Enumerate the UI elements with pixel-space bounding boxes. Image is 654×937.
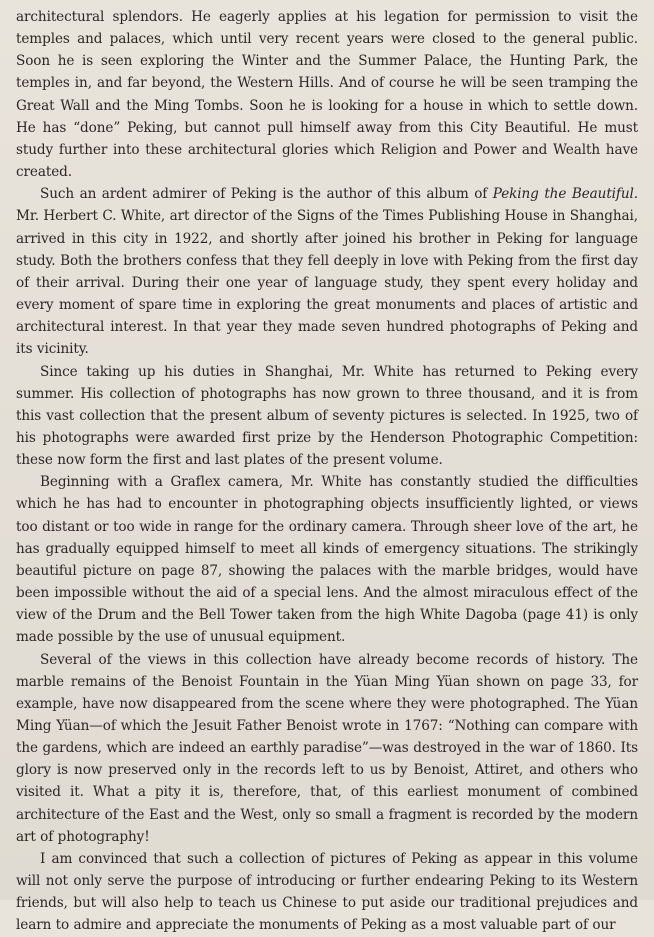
paragraph-3: Since taking up his duties in Shanghai, Mr. White has returned to Peking every summer. His collection of photographs has now grown to three thousand, and it is from this vast collection that the present album of seventy pictures is selected. In 1925, two of his photographs were awarded first prize by the Henderson Photographic Competition: these now form the first and last plates of the present volume. — [16, 363, 638, 469]
paragraph-2-lead: Such an ardent admirer of Peking is the author of this album of — [40, 186, 493, 203]
paragraph-2 — [16, 183, 638, 360]
paragraph-6: I am convinced that such a collection of pictures of Peking as appear in this volume will not only serve the purpose of introducing or further endearing Peking to its Western friends, but will also help to teach us Chinese to put aside our traditional prejudices and learn to admire and appreciate the monuments of Peking as a most valuable part of our — [16, 850, 638, 934]
book-title: Peking the Beautiful. — [492, 186, 638, 203]
paragraph-4: Beginning with a Graflex camera, Mr. White has constantly studied the difficulties which he has had to encounter in photographing objects insufficiently lighted, or views too distant or too wide in range for the ordinary camera. Through sheer love of the art, he has gradually equipped himself to meet all kinds of emergency situations. The strikingly beautiful picture on page 87, showing the palaces with the marble bridges, would have been impossible without the aid of a special lens. And the almost miraculous effect of the view of the Drum and the Bell Tower taken from the high White Dagoba (page 41) is only made possible by the use of unusual equipment. — [16, 474, 638, 646]
paragraph-5: Several of the views in this collection have already become records of history. The marble remains of the Benoist Fountain in the Yüan Ming Yüan shown on page 33, for example, have now disappeared from the scene where they were photographed. The Yüan Ming Yüan—of which the Jesuit Father Benoist wrote in 1767: “Nothing can compare with the gardens, which are indeed an earthly paradise”—was destroyed in the war of 1860. Its glory is now preserved only in the records left to us by Benoist, Attiret, and others who visited it. What a pity it is, therefore, that, of this earliest monument of combined architecture of the East and the West, only so small a fragment is recorded by the modern art of photography! — [16, 651, 638, 845]
paragraph-2-rest: Mr. Herbert C. White, art director of the Signs of the Times Publishing House in Shanghai, arrived in this city in 1922, and shortly after joined his brother in Peking for language study. Both the brothers confess that they fell deeply in love with Peking from the first day of their arrival. During their one year of language study, they spent every holiday and every moment of spare time in exploring the great monuments and places of artistic and architectural interest. In that year they made seven hundred photographs of Peking and its vicinity. — [16, 208, 638, 358]
paragraph-1: architectural splendors. He eagerly applies at his legation for permission to visit the temples and palaces, which until very recent years were closed to the general public. Soon he is seen exploring the Winter and the Summer Palace, the Hunting Park, the temples in, and far beyond, the Western Hills. And of course he will be seen tramping the Great Wall and the Ming Tombs. Soon he is looking for a house in which to settle down. He has “done” Peking, but cannot pull himself away from this City Beautiful. He must study further into these architectural glories which Religion and Power and Wealth have created. — [16, 9, 638, 181]
